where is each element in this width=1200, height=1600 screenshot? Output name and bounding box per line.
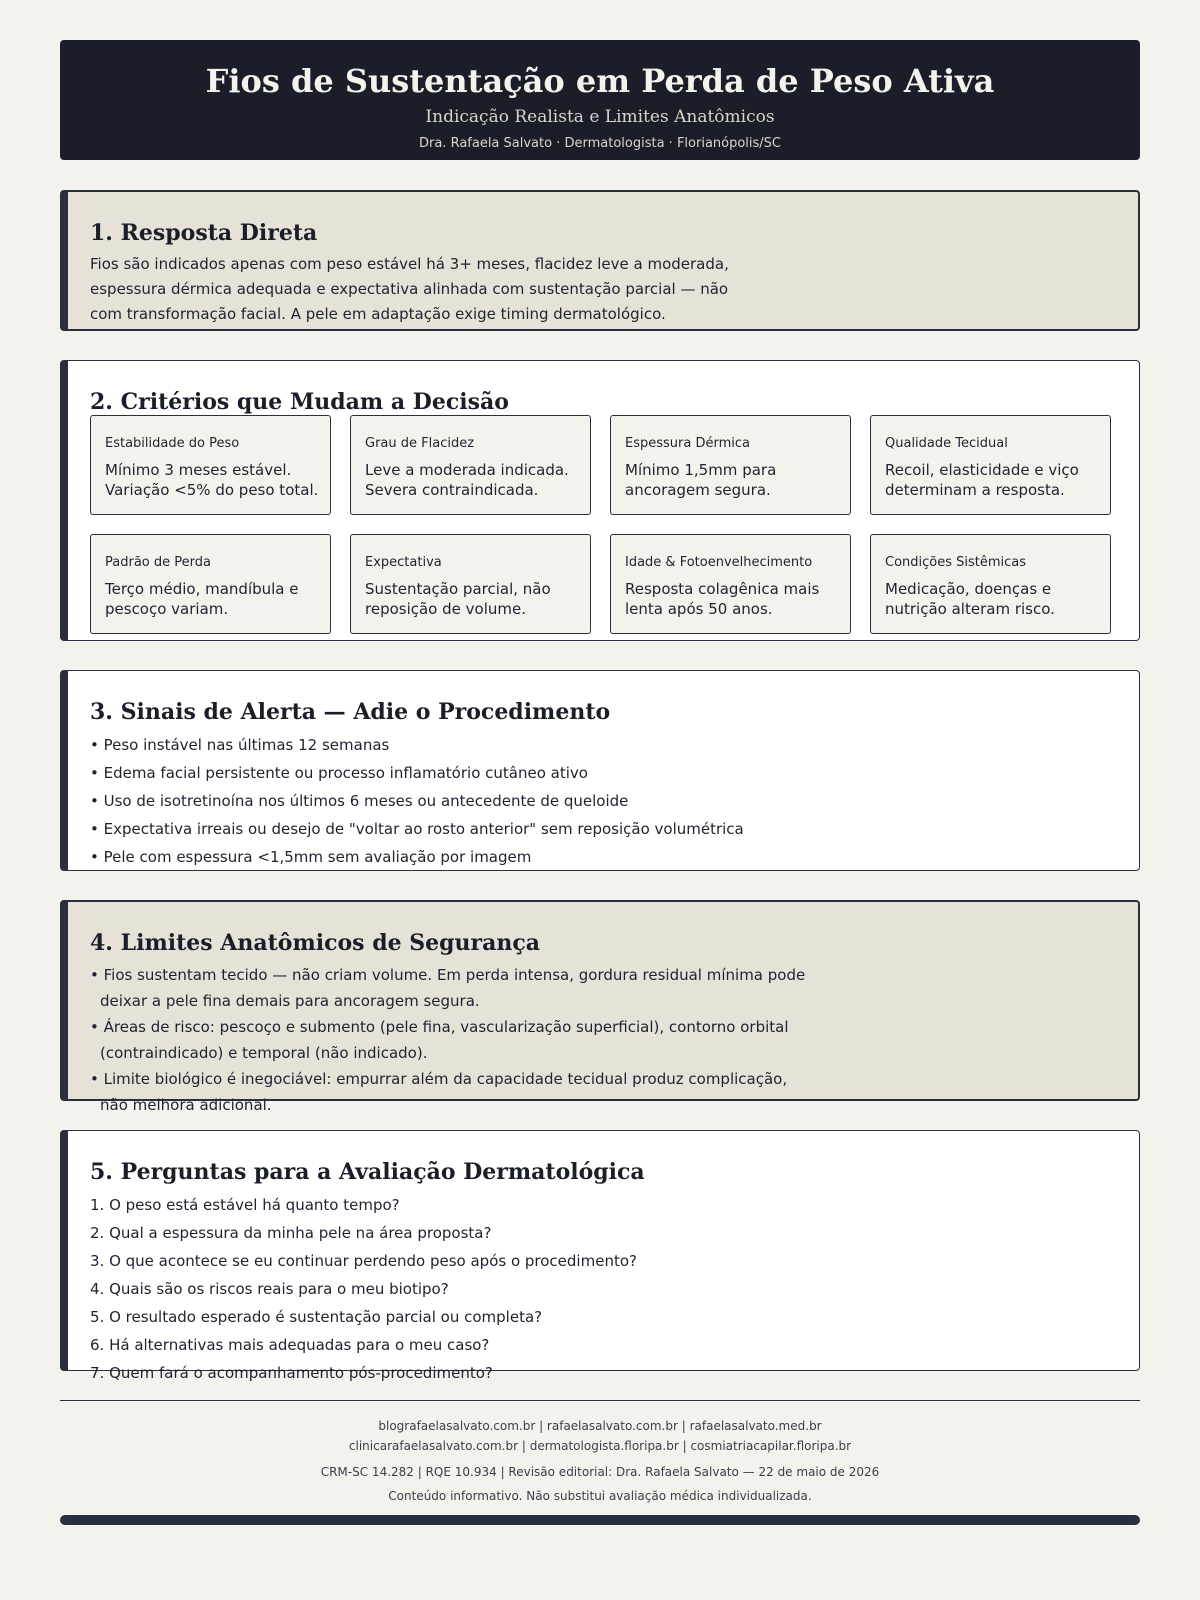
criteria-card (350, 534, 591, 634)
list-item: • Áreas de risco: pescoço e submento (pele fina, vascularização superficial), contorno orbital (contraindicado) e temporal (não indicado). (90, 1018, 789, 1062)
warning-list (90, 731, 744, 871)
criteria-card (870, 534, 1111, 634)
card-text: Terço médio, mandíbula e pescoço variam. (105, 580, 299, 618)
card-label: Qualidade Tecidual (885, 436, 1008, 451)
author-line: Dra. Rafaela Salvato · Dermatologista · Florianópolis/SC (418, 136, 782, 151)
list-item: 7. Quem fará o acompanhamento pós-procedimento? (90, 1364, 493, 1382)
list-item: • Fios sustentam tecido — não criam volume. Em perda intensa, gordura residual mínima pode deixar a pele fina demais para ancoragem segura. (90, 966, 806, 1010)
card-text: Recoil, elasticidade e viço determinam a resposta. (885, 461, 1079, 499)
card-label: Padrão de Perda (105, 555, 211, 570)
card-label: Estabilidade do Peso (105, 436, 240, 451)
card-label: Condições Sistêmicas (885, 555, 1027, 570)
list-item: • Uso de isotretinoína nos últimos 6 meses ou antecedente de queloide (90, 792, 629, 810)
criteria-card (610, 534, 851, 634)
card-text: Sustentação parcial, não reposição de volume. (365, 580, 551, 618)
list-item: 2. Qual a espessura da minha pele na área proposta? (90, 1224, 492, 1242)
footer-links: clinicarafaelasalvato.com.br | dermatologista.floripa.br | cosmiatriacapilar.floripa.br (348, 1439, 852, 1453)
criteria-card (90, 415, 331, 515)
card-label: Idade & Fotoenvelhecimento (625, 555, 813, 570)
criteria-card (90, 534, 331, 634)
list-item: 5. O resultado esperado é sustentação parcial ou completa? (90, 1308, 543, 1326)
card-label: Espessura Dérmica (625, 436, 750, 451)
section-heading: 2. Critérios que Mudam a Decisão (90, 389, 509, 415)
list-item: 6. Há alternativas mais adequadas para o meu caso? (90, 1336, 490, 1354)
card-label: Expectativa (365, 555, 442, 570)
card-text: Resposta colagênica mais lenta após 50 anos. (625, 580, 820, 618)
footer-credentials: CRM-SC 14.282 | RQE 10.934 | Revisão editorial: Dra. Rafaela Salvato — 22 de maio de 2026 (320, 1465, 880, 1479)
questions-list (90, 1191, 637, 1387)
footer (60, 1416, 1140, 1506)
footer-divider (60, 1400, 1140, 1401)
criteria-card (870, 415, 1111, 515)
criteria-card (610, 415, 851, 515)
bottom-bar (60, 1515, 1140, 1525)
criteria-grid (90, 415, 1111, 634)
footer-links: blografaelasalvato.com.br | rafaelasalvato.com.br | rafaelasalvato.med.br (378, 1419, 822, 1433)
section-direct-answer (60, 190, 1140, 331)
section-heading: 5. Perguntas para a Avaliação Dermatológica (90, 1159, 645, 1185)
card-text: Medicação, doenças e nutrição alteram risco. (885, 580, 1055, 618)
list-item: • Peso instável nas últimas 12 semanas (90, 736, 390, 754)
page-subtitle: Indicação Realista e Limites Anatômicos (425, 107, 775, 127)
list-item: 1. O peso está estável há quanto tempo? (90, 1196, 400, 1214)
section-text: Fios são indicados apenas com peso estável há 3+ meses, flacidez leve a moderada, espessura dérmica adequada e expectativa alinhada com sustentação parcial — não com transformação facial. A pele em adaptação exige timing dermatológico. (90, 255, 729, 323)
list-item: • Expectativa irreais ou desejo de "voltar ao rosto anterior" sem reposição volumétrica (90, 820, 744, 838)
section-heading: 4. Limites Anatômicos de Segurança (90, 930, 540, 956)
card-label: Grau de Flacidez (365, 436, 475, 451)
section-heading: 1. Resposta Direta (90, 220, 318, 246)
section-decision-criteria (60, 360, 1140, 641)
list-item: • Limite biológico é inegociável: empurrar além da capacidade tecidual produz complicação, não melhora adicional. (90, 1070, 788, 1114)
card-text: Mínimo 1,5mm para ancoragem segura. (625, 461, 777, 499)
card-text: Mínimo 3 meses estável. Variação <5% do peso total. (105, 461, 319, 499)
section-anatomic-limits (60, 900, 1140, 1114)
page-header (60, 40, 1140, 160)
list-item: • Pele com espessura <1,5mm sem avaliação por imagem (90, 848, 532, 866)
section-warning-signs (60, 670, 1140, 871)
criteria-card (350, 415, 591, 515)
footer-disclaimer: Conteúdo informativo. Não substitui avaliação médica individualizada. (388, 1489, 812, 1503)
list-item: • Edema facial persistente ou processo inflamatório cutâneo ativo (90, 764, 588, 782)
section-questions (60, 1130, 1140, 1382)
list-item: 4. Quais são os riscos reais para o meu biotipo? (90, 1280, 449, 1298)
list-item: 3. O que acontece se eu continuar perdendo peso após o procedimento? (90, 1252, 637, 1270)
page-title: Fios de Sustentação em Perda de Peso Ativa (205, 62, 995, 100)
section-heading: 3. Sinais de Alerta — Adie o Procedimento (90, 699, 611, 725)
card-text: Leve a moderada indicada. Severa contraindicada. (365, 461, 569, 499)
limits-list (90, 962, 810, 1118)
